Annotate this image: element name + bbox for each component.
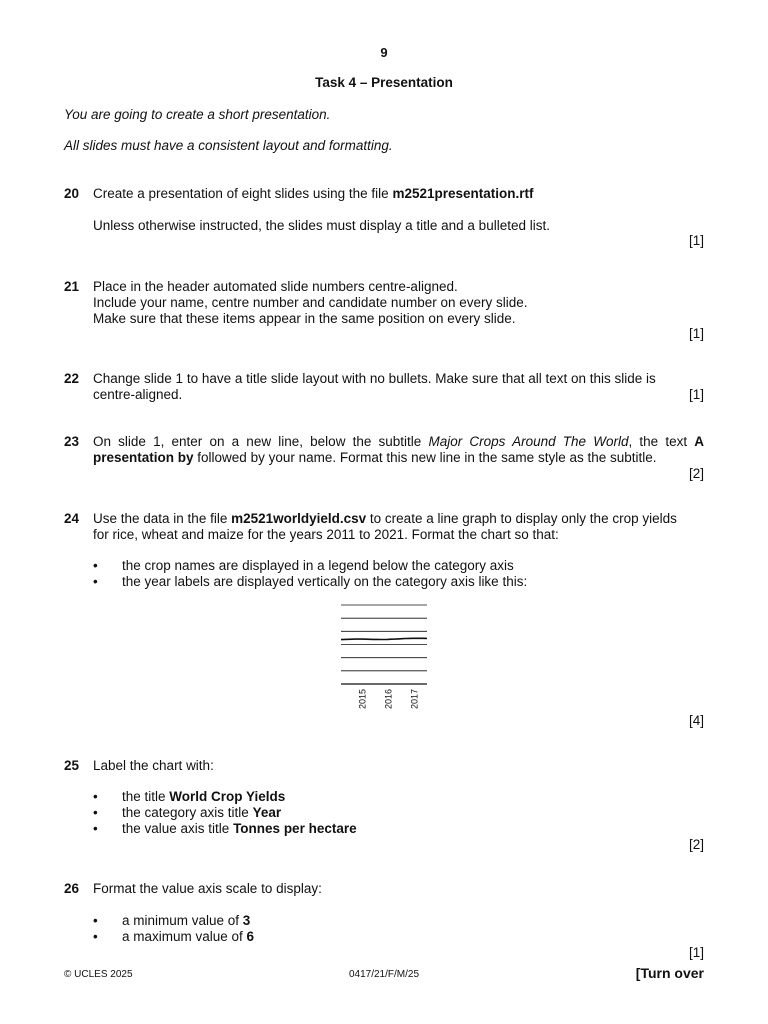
- page-number: 9: [380, 45, 388, 60]
- turn-over-label: [Turn over: [635, 965, 704, 981]
- question-text: On slide 1, enter on a new line, below the subtitle Major Crops Around The World, the text A presentation by followed by your name. Format this new line in the same style as the subtitle.: [93, 434, 704, 465]
- task-title: Task 4 – Presentation: [315, 75, 453, 90]
- mark-allocation: [2]: [688, 837, 704, 852]
- chart-tick-label: 2016: [383, 688, 394, 709]
- question-number: 25: [64, 758, 80, 773]
- list-item: • the value axis title Tonnes per hectare: [93, 821, 357, 836]
- question-number: 21: [64, 279, 80, 294]
- mark-allocation: [4]: [688, 713, 704, 728]
- bullet-icon: •: [93, 558, 98, 573]
- chart-gridlines: [341, 605, 427, 684]
- chart-series-line: [341, 638, 427, 639]
- list-item: • a minimum value of 3: [93, 913, 251, 928]
- list-item: • the title World Crop Yields: [93, 789, 286, 804]
- question-text: Unless otherwise instructed, the slides must display a title and a bulleted list.: [93, 218, 550, 233]
- bullet-icon: •: [93, 789, 98, 804]
- bullet-icon: •: [93, 574, 98, 589]
- intro-line-2: All slides must have a consistent layout and formatting.: [64, 138, 393, 153]
- bullet-icon: •: [93, 929, 98, 944]
- list-item: • the crop names are displayed in a legend below the category axis: [93, 558, 514, 573]
- list-item: • the year labels are displayed vertically on the category axis like this:: [93, 574, 528, 589]
- question-text: Change slide 1 to have a title slide layout with no bullets. Make sure that all text on this slide is centre-aligned.: [93, 371, 656, 402]
- chart-tick-label: 2015: [357, 688, 368, 709]
- mark-allocation: [1]: [688, 387, 704, 402]
- chart-tick-label: 2017: [409, 688, 420, 709]
- question-text: Use the data in the file m2521worldyield.csv to create a line graph to display only the crop yields for rice, wheat and maize for the years 2011 to 2021. Format the chart so that:: [93, 511, 677, 542]
- question-text: Create a presentation of eight slides using the file m2521presentation.rtf: [93, 186, 534, 201]
- footer-copyright: © UCLES 2025: [64, 969, 133, 980]
- mark-allocation: [2]: [688, 466, 704, 481]
- question-number: 26: [64, 881, 80, 896]
- question-text: Label the chart with:: [93, 758, 214, 773]
- question-number: 20: [64, 186, 80, 201]
- list-item: • a maximum value of 6: [93, 929, 255, 944]
- bullet-icon: •: [93, 805, 98, 820]
- chart-tick-labels: [357, 689, 419, 709]
- question-text: Format the value axis scale to display:: [93, 881, 322, 896]
- intro-line-1: You are going to create a short presentation.: [64, 107, 331, 122]
- question-number: 22: [64, 371, 80, 386]
- question-text: Place in the header automated slide numbers centre-aligned. Include your name, centre number and candidate number on every slide. Make sure that these items appear in the same position on every slide.: [93, 279, 528, 326]
- question-number: 24: [64, 511, 80, 526]
- question-number: 23: [64, 434, 80, 449]
- mark-allocation: [1]: [688, 945, 704, 960]
- mark-allocation: [1]: [688, 233, 704, 248]
- bullet-icon: •: [93, 913, 98, 928]
- example-chart: [338, 600, 432, 715]
- bullet-icon: •: [93, 821, 98, 836]
- footer-paper-code: 0417/21/F/M/25: [348, 969, 420, 980]
- mark-allocation: [1]: [688, 326, 704, 341]
- list-item: • the category axis title Year: [93, 805, 282, 820]
